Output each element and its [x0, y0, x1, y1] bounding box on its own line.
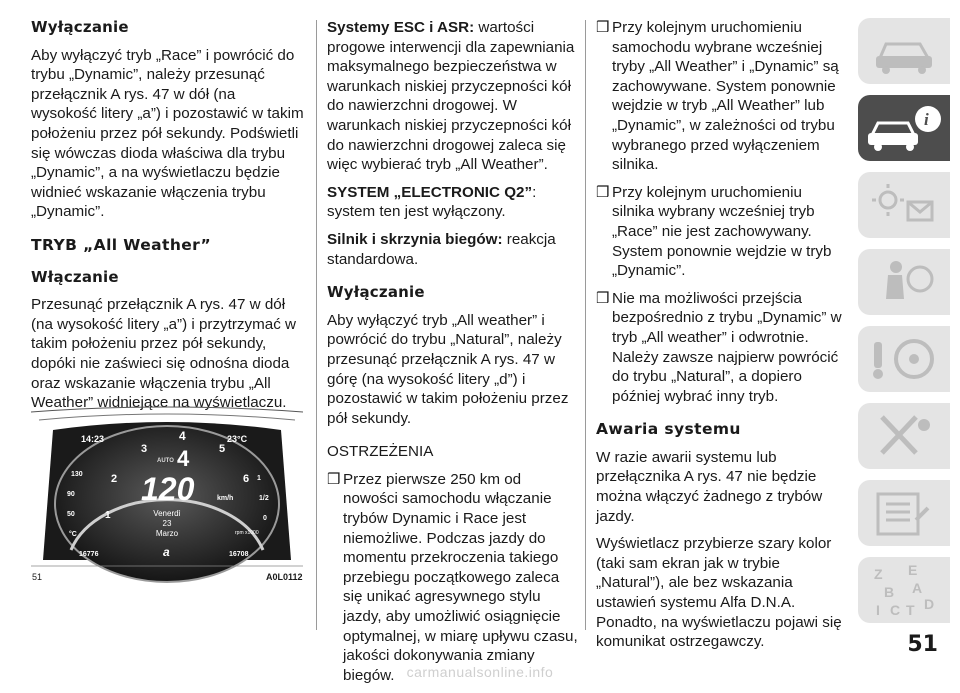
eq2-label: SYSTEM „ELECTRONIC Q2”	[327, 183, 533, 201]
bullet-text: Nie ma możliwości przejścia bezpośrednio z trybu „Dynamic” w tryb „All weather” i odwrotnie. Należy zawsze najpierw powrócić do trybu „Natural”, a dopiero później wybrać inny tryb.	[612, 289, 842, 405]
instrument-cluster-image	[31, 400, 303, 588]
steering-wheel-icon	[858, 326, 950, 392]
column-divider-1	[316, 20, 317, 630]
heading-all-weather-mode: TRYB „All Weather”	[31, 235, 212, 254]
right-scale-0: 0	[263, 515, 267, 522]
left-scale-90: 90	[67, 491, 75, 498]
left-scale-temp: °C	[69, 531, 77, 538]
svg-text:i: i	[924, 110, 929, 129]
figure-number: 51	[32, 572, 43, 582]
heading-wlaczanie: Włączanie	[31, 267, 119, 286]
index-letter: Z	[874, 566, 883, 582]
tach-4: 4	[179, 429, 186, 443]
watermark: carmanualsonline.info	[406, 664, 554, 680]
left-scale-50: 50	[67, 511, 75, 518]
heading-wylaczanie: Wyłączanie	[31, 18, 129, 36]
index-letter: I	[876, 602, 880, 618]
column-3	[596, 18, 848, 660]
tab-car-info[interactable]	[858, 95, 950, 161]
esc-label: Systemy ESC i ASR:	[327, 19, 475, 36]
index-letter: E	[908, 562, 918, 578]
tach-5: 5	[219, 443, 226, 455]
warnings-title: OSTRZEŻENIA	[327, 443, 434, 461]
tach-2: 2	[111, 473, 118, 485]
bullet-text: Przy kolejnym uruchomieniu silnika wybrany wcześniej tryb „Race” nie jest zachowywany. System ponownie wejdzie w tryb „Dynamic”.	[612, 183, 832, 280]
auto-label: AUTO	[157, 458, 174, 464]
speed-display: 120	[141, 471, 195, 507]
left-scale-130: 130	[71, 471, 83, 478]
eq2-text: : system ten jest wyłączony.	[327, 183, 537, 221]
month-display: Marzo	[155, 529, 179, 538]
bullet-marker: ❒	[327, 470, 341, 488]
tach-6: 6	[243, 473, 250, 485]
paragraph-all-weather-on: Przesunąć przełącznik A rys. 47 w dół (na wysokość litery „a”) i przytrzymać w takim położeniu przez pół sekundy, dopóki nie zaświeci się odnośna dioda oraz wskazanie włączenia trybu „All Weather” widniejące na wyświetlaczu.	[31, 296, 296, 412]
list-item	[596, 183, 848, 281]
index-letter: B	[884, 584, 895, 600]
bullet-marker: ❒	[596, 289, 610, 307]
car-icon	[858, 18, 950, 84]
tab-warning-lights[interactable]	[858, 172, 950, 238]
odometer-left: 16776	[79, 551, 99, 558]
column-1	[31, 18, 305, 421]
paragraph-race-off: Aby wyłączyć tryb „Race” i powrócić do trybu „Dynamic”, należy przesunąć przełącznik A rys. 47 w dół (na wysokość litery „a”) i pozostawić w takim położeniu przez pół sekundy. Podświetli się wówczas dioda właściwa dla trybu „Dynamic”, a na wyświetlaczu będzie widnieć wskazanie włączenia trybu „Dynamic”.	[31, 46, 304, 221]
paragraph-all-weather-off: Aby wyłączyć tryb „All weather” i powrócić do trybu „Natural”, należy przesunąć przełącznik A rys. 47 w górę (na wysokość litery „d”) i pozostawić w takim położeniu przez pół sekundy.	[327, 311, 569, 427]
gear-display: 4	[177, 446, 190, 471]
bullet-text: Przez pierwsze 250 km od nowości samochodu włączanie trybów Dynamic i Race jest niemożliwe. Podczas jazdy do momentu przekroczenia takiego przebiegu początkowego zaleca się unikać agresywnego stylu jazdy, aby umożliwić osiągnięcie optymalnej, w miarę upływu czasu, jakości dokonywania zmiany biegów.	[343, 470, 578, 684]
column-2	[327, 18, 579, 693]
tab-safety[interactable]	[858, 249, 950, 315]
heading-wylaczanie-2: Wyłączanie	[327, 283, 425, 302]
page-number: 51	[907, 632, 938, 657]
chapter-tabs	[858, 18, 950, 634]
tab-emergency[interactable]	[858, 403, 950, 469]
esc-text: wartości progowe interwencji dla zapewniania maksymalnego bezpieczeństwa w warunkach niskiej przyczepności kół do nawierzchni drogowej. W warunkach niskiej przyczepności kół do nawierzchni drogowej zaleca się więc wybierać tryb „All Weather”.	[327, 19, 575, 174]
paragraph-engine-gearbox	[327, 230, 579, 269]
index-icon	[858, 557, 950, 623]
index-letter: T	[906, 602, 915, 618]
engine-text: reakcja standardowa.	[327, 230, 556, 268]
car-info-icon	[858, 95, 950, 161]
tab-starting-driving[interactable]	[858, 326, 950, 392]
bullet-marker: ❒	[596, 183, 610, 201]
figure-code: A0L0112	[266, 572, 303, 582]
paragraph-esc-asr	[327, 18, 579, 175]
paragraph-failure-1: W razie awarii systemu lub przełącznika A rys. 47 nie będzie można włączyć żadnego z trybów jazdy.	[596, 448, 823, 525]
engine-label: Silnik i skrzynia biegów:	[327, 230, 503, 248]
heading-system-failure: Awaria systemu	[596, 420, 741, 439]
list-item	[596, 289, 848, 407]
date-display: 23	[162, 519, 172, 528]
paragraph-electronic-q2	[327, 183, 579, 222]
index-letter: D	[924, 596, 935, 612]
right-scale-half: 1/2	[259, 495, 269, 502]
tools-icon	[858, 403, 950, 469]
right-scale-1: 1	[257, 475, 261, 482]
odometer-right: 16708	[229, 551, 249, 558]
warning-lights-icon	[858, 172, 950, 238]
tab-specifications[interactable]	[858, 480, 950, 546]
list-item	[596, 18, 848, 175]
tach-1: 1	[105, 510, 111, 521]
tab-car[interactable]	[858, 18, 950, 84]
column-divider-2	[585, 20, 586, 630]
tach-3: 3	[141, 443, 148, 455]
index-letter: A	[912, 580, 923, 596]
tab-index[interactable]	[858, 557, 950, 623]
airbag-icon	[858, 249, 950, 315]
rpm-label: rpm x1000	[235, 530, 259, 536]
time-display: 14:23	[81, 434, 105, 444]
index-letter: C	[890, 602, 901, 618]
bullet-marker: ❒	[596, 19, 610, 36]
paragraph-failure-2: Wyświetlacz przybierze szary kolor (taki sam ekran jak w trybie „Natural”), ale bez wskazania ustawień systemu Alfa D.N.A. Ponadto, na wyświetlaczu pojawi się komunikat ostrzegawczy.	[596, 535, 842, 651]
specifications-icon	[858, 480, 950, 546]
instrument-cluster-figure	[31, 400, 303, 588]
list-item	[327, 470, 579, 686]
mode-letter: a	[163, 545, 170, 559]
outside-temp-display: 23°C	[227, 434, 248, 444]
speed-unit: km/h	[217, 495, 234, 502]
day-display: Venerdì	[153, 509, 181, 518]
bullet-text: Przy kolejnym uruchomieniu samochodu wybrane wcześniej tryby „All Weather” i „Dynamic” są zachowywane. System ponownie wejdzie w tryb „All Weather” lub „Dynamic”, w zależności od trybu wybranego przed wyłączeniem silnika.	[612, 19, 839, 174]
